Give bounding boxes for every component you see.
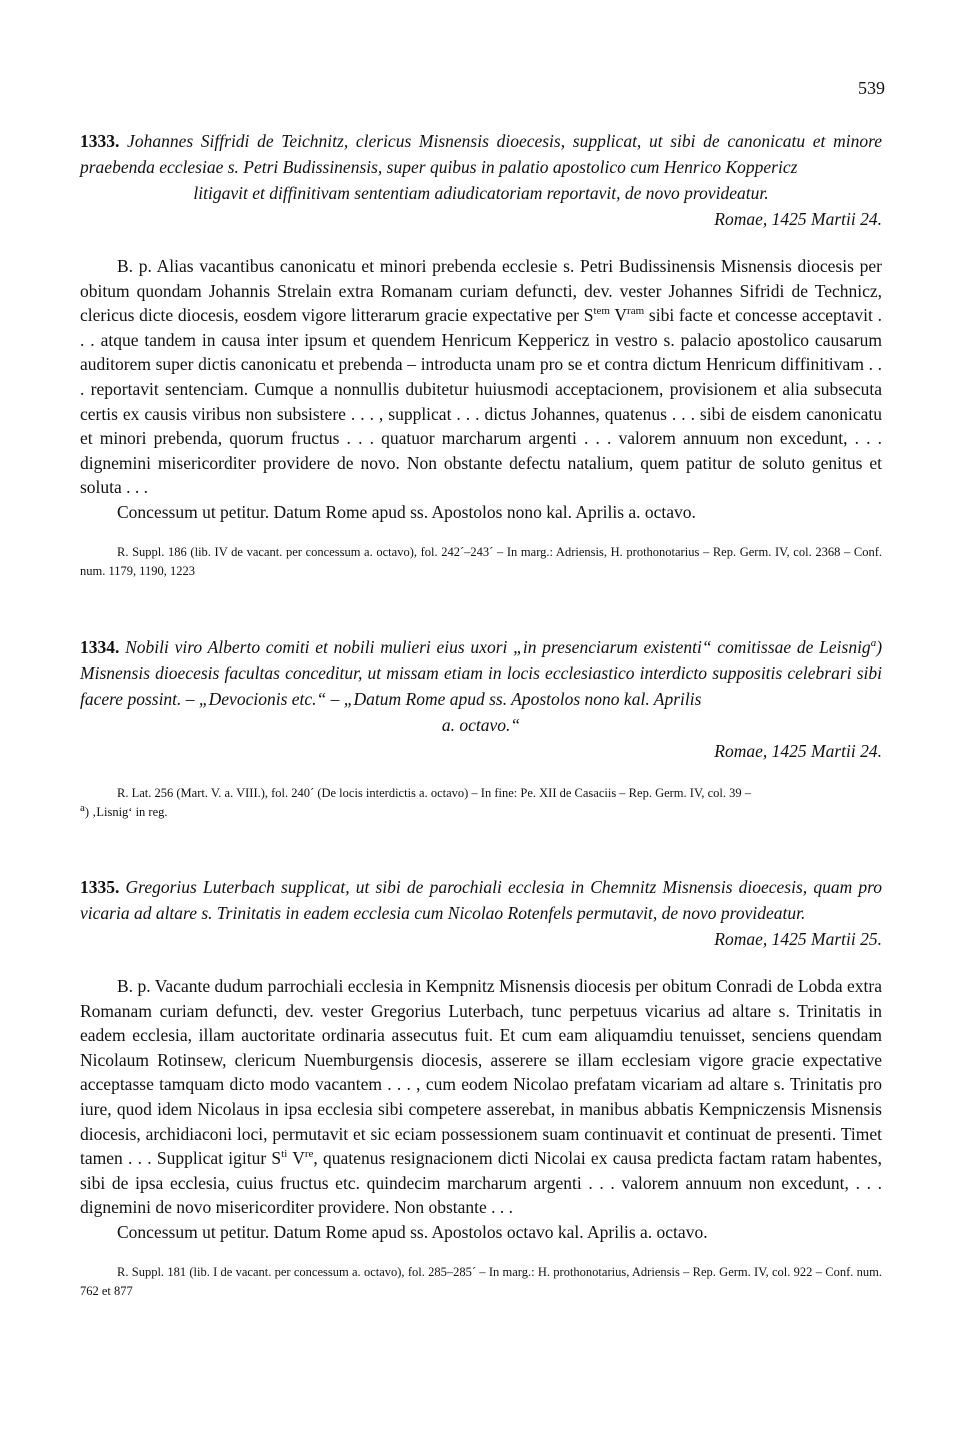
concessum: Concessum ut petitur. Datum Rome apud ss. Apostolos octavo kal. Aprilis a. octavo. [117, 1221, 708, 1242]
entry-body [80, 254, 882, 500]
superscript: re [304, 1148, 314, 1161]
entry-number: 1333. [80, 131, 120, 151]
footnote: R. Lat. 256 (Mart. V. a. VIII.), fol. 240´ (De locis interdictis a. octavo) – In fine: Pe. XII de Casaciis – Rep. Germ. IV, col. 39 – [117, 786, 752, 800]
entry-1335 [80, 874, 882, 1301]
footnote: R. Suppl. 186 (lib. IV de vacant. per concessum a. octavo), fol. 242´–243´ – In marg.: Adriensis, H. prothonotarius – Rep. Germ. IV, col. 2368 – Conf. num. 1179, 1190, 1223 [80, 544, 882, 578]
footnote: R. Suppl. 181 (lib. I de vacant. per concessum a. octavo), fol. 285–285´ – In marg.: H. prothonotarius, Adriensis – Rep. Germ. IV, col. 922 – Conf. num. 762 et 877 [80, 1264, 882, 1298]
footnote-marker: a [870, 637, 877, 650]
heading-text: Johannes Siffridi de Teichnitz, clericus Misnensis dioecesis, supplicat, ut sibi de canonicatu et minore praebenda ecclesiae s. Petri Budissinensis, super quibus in palatio apostolico cum Henrico Koppericz [80, 131, 883, 177]
superscript: ram [627, 305, 645, 318]
superscript: tem [593, 305, 610, 318]
heading-text-end: litigavit et diffinitivam sententiam adiudicatoriam reportavit, de novo provideatur. [193, 183, 769, 203]
body-text: V [287, 1148, 305, 1169]
footnote-a [80, 803, 882, 822]
body-text: , quatenus resignacionem dicti Nicolai ex causa predicta factam ratam habentes, sibi de ipsa ecclesia, cuius fructus etc. quindecim marcharum argenti . . . valorem annuum non excedunt, . . . dignemini de novo misericorditer providere. Non obstante . . . [80, 1148, 882, 1218]
concessum: Concessum ut petitur. Datum Rome apud ss. Apostolos nono kal. Aprilis a. octavo. [117, 501, 696, 522]
entry-number: 1334. [80, 637, 120, 657]
entry-1334 [80, 634, 882, 822]
heading-text: Gregorius Luterbach supplicat, ut sibi de parochiali ecclesia in Chemnitz Misnensis dioecesis, quam pro vicaria ad altare s. Trinitatis in eadem ecclesia cum Nicolao Rotenfels permutavit, de novo provideatur. [80, 877, 883, 923]
entry-heading [80, 128, 882, 180]
superscript: ti [281, 1148, 288, 1161]
entry-date: Romae, 1425 Martii 24. [714, 209, 882, 229]
body-text: sibi facte et concesse acceptavit . . . atque tandem in causa inter ipsum et quendem Henricum Keppericz in vestro s. palacio apostolico causarum auditorem super dictis canonicatu et prebenda – introducta unam pro se et contra dictum Henricum diffinitivam . . . reportavit sentenciam. Cumque a nonnullis dubitetur huiusmodi acceptacionem, provisionem et alia subsecuta certis ex causis viribus non subsistere . . . , supplicat . . . dictus Johannes, quatenus . . . sibi de eisdem canonicatu et minori prebenda, quorum fructus . . . quatuor marcharum argenti . . . valorem annuum non excedunt, . . . dignemini misericorditer providere de novo. Non obstante defectu natalium, quem patitur de soluto genitus et soluta . . . [80, 305, 882, 498]
entry-date: Romae, 1425 Martii 24. [714, 741, 882, 761]
heading-text-end: a. octavo.“ [441, 715, 521, 735]
heading-text: ) Misnensis dioecesis facultas conceditur, ut missam etiam in locis ecclesiastico interdicto suppositis celebrari sibi facere possint. – „Devocionis etc.“ – „Datum Rome apud ss. Apostolos nono kal. Aprilis [80, 637, 883, 709]
body-text: B. p. Alias vacantibus canonicatu et minori prebenda ecclesie s. Petri Budissinensis Misnensis diocesis per obitum quondam Johannis Strelain extra Romanam curiam defuncti, dev. vester Johannes Sifridi de Technicz, clericus dicte diocesis, eosdem vigore litterarum gracie expectative per S [80, 256, 882, 326]
entry-body [80, 974, 882, 1220]
entry-heading [80, 634, 882, 712]
entry-heading [80, 874, 882, 926]
footnote-text: ) ‚Lisnig‘ in reg. [84, 805, 168, 819]
entry-number: 1335. [80, 877, 120, 897]
entry-date: Romae, 1425 Martii 25. [714, 929, 882, 949]
body-text: V [609, 305, 628, 326]
body-text: B. p. Vacante dudum parrochiali ecclesia in Kempnitz Misnensis diocesis per obitum Conradi de Lobda extra Romanam curiam defuncti, dev. vester Gregorius Luterbach, tunc perpetuus vicarius ad altare s. Trinitatis in eadem ecclesia, illam auctoritate ordinaria assecutus fuit. Et cum eam aliquamdiu tenuisset, senciens quendam Nicolaum Rotinsew, clericum Nuemburgensis diocesis, asserere se illam ecclesiam vigore gracie expectative acceptasse tamquam dicto modo vacantem . . . , cum eodem Nicolao prefatam vicariam ad altare s. Trinitatis pro iure, quod idem Nicolaus in ipsa ecclesia sibi competere asserebat, in manibus abbatis Kempniczensis Misnensis diocesis, archidiaconi loci, permutavit et sic eciam possessionem suam continuavit et continuat de presenti. Timet tamen . . . Supplicat igitur S [80, 976, 882, 1169]
heading-text: Nobili viro Alberto comiti et nobili mulieri eius uxori „in presenciarum existenti“ comitissae de Leisnig [125, 637, 871, 657]
entry-1333 [80, 128, 882, 581]
page-number: 539 [858, 78, 885, 98]
footnote-marker: a [80, 801, 85, 814]
